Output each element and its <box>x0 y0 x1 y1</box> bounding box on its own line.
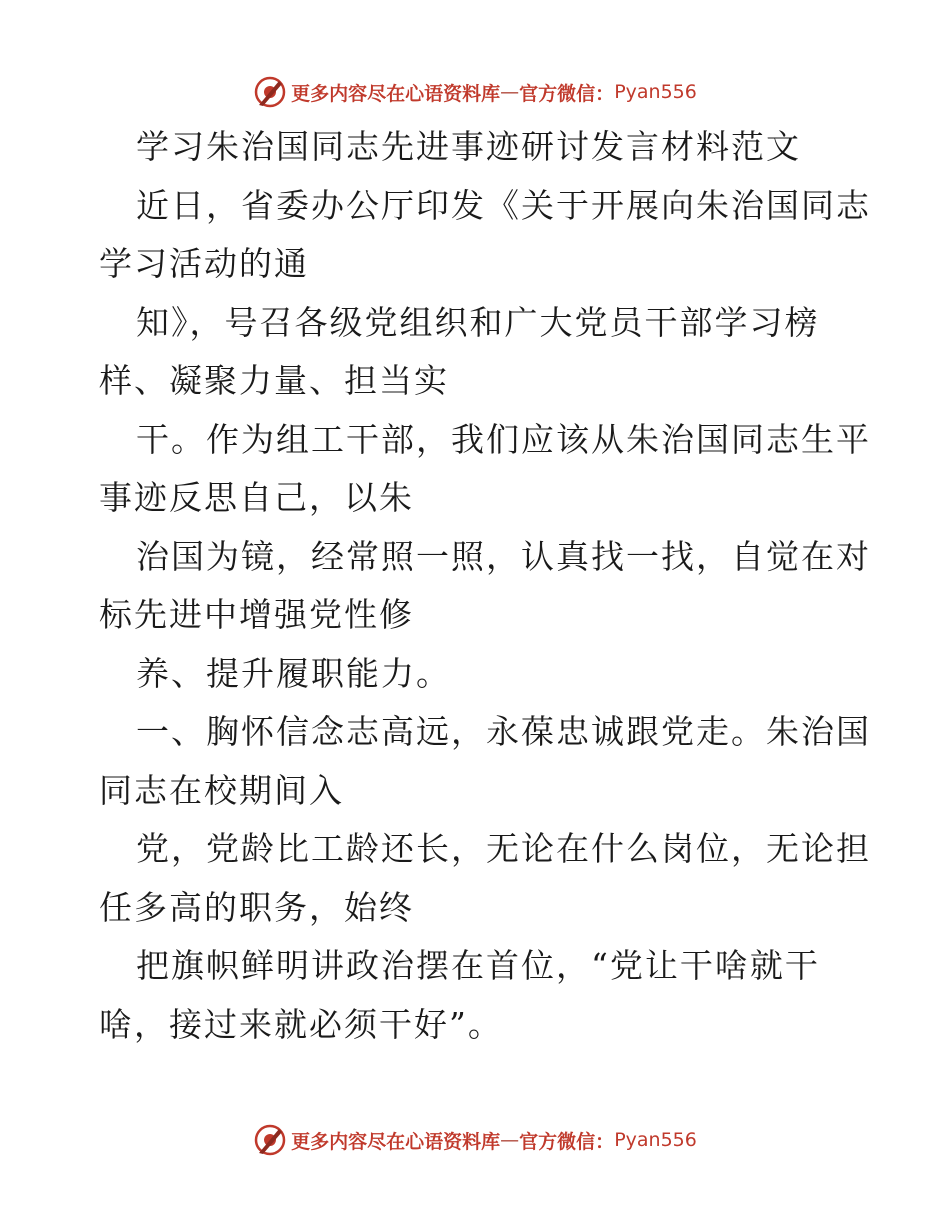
quill-logo-icon <box>253 1123 287 1157</box>
separator: — <box>500 1129 520 1151</box>
document-body <box>99 118 871 1054</box>
text-line: 把旗帜鲜明讲政治摆在首位，“党让干啥就干 <box>136 946 820 985</box>
quill-logo-icon <box>253 75 287 109</box>
wechat-label: 官方微信： <box>519 1130 615 1153</box>
text-line: 近日，省委办公厅印发《关于开展向朱治国同志 <box>136 185 871 225</box>
brand-text: 更多内容尽在心语资料库 <box>291 1130 501 1153</box>
header-watermark <box>0 72 950 112</box>
text-line: 知》，号召各级党组织和广大党员干部学习榜 <box>136 302 820 342</box>
wechat-id: Pyan556 <box>614 81 697 103</box>
separator: — <box>500 81 520 103</box>
wechat-id: Pyan556 <box>614 1129 697 1151</box>
text-line: 任多高的职务，始终 <box>99 887 414 927</box>
text-line: 学习活动的通 <box>99 244 309 283</box>
text-line: 样、凝聚力量、担当实 <box>99 361 449 400</box>
text-line: 一、胸怀信念志高远，永葆忠诚跟党走。朱治国 <box>136 712 871 751</box>
text-line: 治国为镜，经常照一照，认真找一找，自觉在对 <box>136 536 871 576</box>
text-line: 党，党龄比工龄还长，无论在什么岗位，无论担 <box>136 829 871 868</box>
text-line: 事迹反思自己，以朱 <box>99 478 414 517</box>
footer-watermark <box>0 1120 950 1160</box>
text-line: 同志在校期间入 <box>99 770 344 810</box>
text-line: 啥，接过来就必须干好”。 <box>99 1004 503 1044</box>
text-line: 养、提升履职能力。 <box>136 653 451 693</box>
wechat-label: 官方微信： <box>519 82 615 105</box>
text-line: 标先进中增强党性修 <box>99 595 414 634</box>
text-line: 干。作为组工干部，我们应该从朱治国同志生平 <box>136 419 871 459</box>
document-title: 学习朱治国同志先进事迹研讨发言材料范文 <box>136 127 801 166</box>
brand-text: 更多内容尽在心语资料库 <box>291 82 501 105</box>
